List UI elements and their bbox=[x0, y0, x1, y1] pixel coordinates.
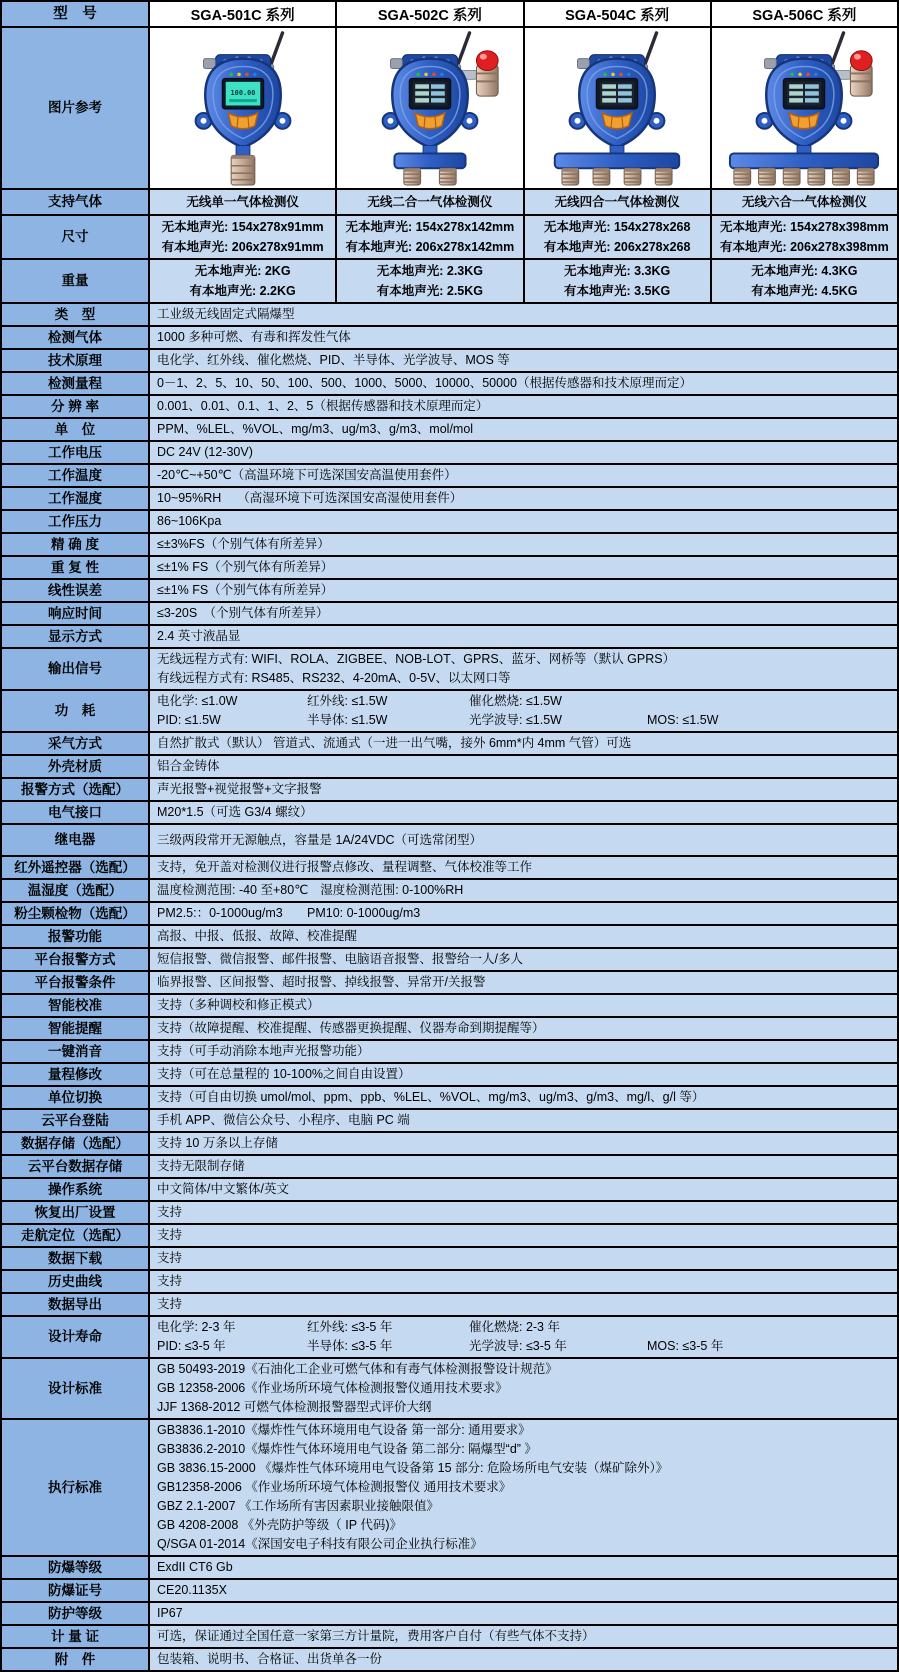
model-value-line: 无线六合一气体检测仪 bbox=[741, 195, 867, 209]
row-value bbox=[150, 691, 897, 731]
spec-row bbox=[2, 1202, 897, 1225]
row-value-line: GB 3836.15-2000 《爆炸性气体环境用电气设备第 15 部分: 危险场所电气安装（煤矿除外）》 bbox=[157, 1461, 669, 1475]
row-value bbox=[150, 1248, 897, 1269]
model-value-line: 有本地声光: 3.5KG bbox=[563, 283, 671, 298]
spec-row bbox=[2, 802, 897, 825]
model-value-line: 无线四合一气体检测仪 bbox=[554, 195, 680, 209]
row-label: 计 量 证 bbox=[2, 1626, 150, 1647]
row-label: 量程修改 bbox=[2, 1064, 150, 1085]
row-value-line: 1000 多种可燃、有毒和挥发性气体 bbox=[157, 330, 351, 344]
row-value-line: 支持（故障提醒、校准提醒、传感器更换提醒、仪器寿命到期提醒等） bbox=[157, 1021, 545, 1035]
row-value-line bbox=[157, 881, 890, 900]
weight-row bbox=[2, 260, 897, 304]
row-label: 电气接口 bbox=[2, 802, 150, 823]
spec-row bbox=[2, 488, 897, 511]
row-value-line bbox=[157, 692, 890, 711]
model-value-cell bbox=[712, 260, 897, 302]
row-label: 一键消音 bbox=[2, 1041, 150, 1062]
row-value-segment: 湿度检测范围: 0-100%RH bbox=[320, 883, 464, 897]
model-value-line: 无线二合一气体检测仪 bbox=[367, 195, 493, 209]
spec-row bbox=[2, 1294, 897, 1317]
row-label: 重 复 性 bbox=[2, 557, 150, 578]
row-value-segment: 催化燃烧: 2-3 年 bbox=[469, 1320, 560, 1334]
row-value bbox=[150, 1018, 897, 1039]
row-value-line: 支持无限制存储 bbox=[157, 1159, 245, 1173]
dimensions-values bbox=[150, 216, 897, 258]
spec-row bbox=[2, 603, 897, 626]
header-model-sga-504c: SGA-504C 系列 bbox=[525, 2, 712, 26]
spec-row bbox=[2, 880, 897, 903]
row-label: 历史曲线 bbox=[2, 1271, 150, 1292]
row-label: 精 确 度 bbox=[2, 534, 150, 555]
row-value-line: 临界报警、区间报警、超时报警、掉线报警、异常开/关报警 bbox=[157, 975, 486, 989]
row-value bbox=[150, 802, 897, 823]
row-value-line: GBZ 2.1-2007 《工作场所有害因素职业接触限值》 bbox=[157, 1499, 439, 1513]
model-value-line: 有本地声光: 206x278x91mm bbox=[161, 239, 324, 254]
image-reference-row bbox=[2, 28, 897, 190]
row-label: 平台报警方式 bbox=[2, 949, 150, 970]
spec-row bbox=[2, 926, 897, 949]
row-label: 智能提醒 bbox=[2, 1018, 150, 1039]
row-value-line: 高报、中报、低报、故障、校准提醒 bbox=[157, 929, 358, 943]
spec-row bbox=[2, 327, 897, 350]
row-value-line: 支持 bbox=[157, 1205, 183, 1219]
spec-row bbox=[2, 1087, 897, 1110]
row-value bbox=[150, 926, 897, 947]
model-value-line: 无本地声光: 154x278x91mm bbox=[161, 220, 324, 235]
row-value-line: GB 50493-2019《石油化工企业可燃气体和有毒气体检测报警设计规范》 bbox=[157, 1362, 558, 1376]
spec-row bbox=[2, 1626, 897, 1649]
row-value-segment: 光学波导: ≤1.5W bbox=[469, 713, 562, 727]
svg-text:100.00: 100.00 bbox=[230, 89, 256, 98]
row-value-line: 有线远程方式有: RS485、RS232、4-20mA、0-5V、以太网口等 bbox=[157, 671, 511, 685]
row-value-line: GB 4208-2008 《外壳防护等级（ IP 代码)》 bbox=[157, 1518, 402, 1532]
model-value-cell bbox=[337, 216, 524, 258]
spec-row bbox=[2, 1133, 897, 1156]
row-value-line bbox=[157, 1318, 890, 1337]
row-value-line: 无线远程方式有: WIFI、ROLA、ZIGBEE、NOB-LOT、GPRS、蓝牙、网桥等（默认 GPRS） bbox=[157, 652, 676, 666]
spec-row bbox=[2, 626, 897, 649]
row-value-line: 0－1、2、5、10、50、100、500、1000、5000、10000、50000（根据传感器和技术原理而定） bbox=[157, 376, 692, 390]
row-value bbox=[150, 1294, 897, 1315]
model-value-cell bbox=[150, 260, 337, 302]
row-label: 分 辨 率 bbox=[2, 396, 150, 417]
row-value bbox=[150, 1420, 897, 1555]
row-label: 防爆证号 bbox=[2, 1580, 150, 1601]
row-value bbox=[150, 972, 897, 993]
row-label: 工作温度 bbox=[2, 465, 150, 486]
row-value-segment: 红外线: ≤3-5 年 bbox=[307, 1320, 393, 1334]
row-value-line: 自然扩散式（默认） 管道式、流通式（一进一出气嘴，接外 6mm*内 4mm 气管）可选 bbox=[157, 736, 632, 750]
row-label: 云平台数据存储 bbox=[2, 1156, 150, 1177]
header-model-sga-502c: SGA-502C 系列 bbox=[337, 2, 524, 26]
model-value-cell bbox=[150, 190, 337, 214]
row-value bbox=[150, 1133, 897, 1154]
model-value-line: 有本地声光: 206x278x268 bbox=[543, 239, 691, 254]
row-label: 恢复出厂设置 bbox=[2, 1202, 150, 1223]
row-value bbox=[150, 534, 897, 555]
row-label: 重量 bbox=[2, 260, 150, 302]
model-value-line: 有本地声光: 206x278x142mm bbox=[345, 239, 515, 254]
row-label: 工作湿度 bbox=[2, 488, 150, 509]
image-row-label: 图片参考 bbox=[2, 28, 150, 188]
row-value bbox=[150, 857, 897, 878]
row-value bbox=[150, 350, 897, 371]
row-value bbox=[150, 465, 897, 486]
row-label: 外壳材质 bbox=[2, 756, 150, 777]
row-label: 走航定位（选配） bbox=[2, 1225, 150, 1246]
row-value-line: 工业级无线固定式隔爆型 bbox=[157, 307, 295, 321]
spec-row bbox=[2, 419, 897, 442]
row-value bbox=[150, 1317, 897, 1357]
model-value-cell bbox=[525, 216, 712, 258]
row-value-segment: 温度检测范围: -40 至+80℃ bbox=[157, 883, 309, 897]
row-label: 报警功能 bbox=[2, 926, 150, 947]
row-label: 数据导出 bbox=[2, 1294, 150, 1315]
table-header-row bbox=[2, 2, 897, 28]
spec-row bbox=[2, 1248, 897, 1271]
row-value bbox=[150, 995, 897, 1016]
device-image-cell-502c bbox=[337, 28, 524, 188]
device-image-cell-504c bbox=[525, 28, 712, 188]
spec-row bbox=[2, 1603, 897, 1626]
row-value-segment: 电化学: 2-3 年 bbox=[157, 1320, 236, 1334]
row-value bbox=[150, 327, 897, 348]
spec-row bbox=[2, 1317, 897, 1359]
row-label: 检测量程 bbox=[2, 373, 150, 394]
row-label: 平台报警条件 bbox=[2, 972, 150, 993]
row-value-line: DC 24V (12-30V) bbox=[157, 445, 253, 459]
row-label: 输出信号 bbox=[2, 649, 150, 689]
spec-row bbox=[2, 442, 897, 465]
row-value bbox=[150, 626, 897, 647]
spec-row bbox=[2, 779, 897, 802]
row-label: 云平台登陆 bbox=[2, 1110, 150, 1131]
row-value bbox=[150, 949, 897, 970]
row-label: 技术原理 bbox=[2, 350, 150, 371]
row-label: 响应时间 bbox=[2, 603, 150, 624]
supported-gas-values bbox=[150, 190, 897, 214]
row-value-segment: PID: ≤1.5W bbox=[157, 713, 221, 727]
spec-row bbox=[2, 949, 897, 972]
header-model-sga-506c: SGA-506C 系列 bbox=[712, 2, 897, 26]
row-label: 单位切换 bbox=[2, 1087, 150, 1108]
spec-row bbox=[2, 557, 897, 580]
row-value-segment: PID: ≤3-5 年 bbox=[157, 1339, 226, 1353]
row-value-line: 支持 10 万条以上存储 bbox=[157, 1136, 278, 1150]
row-value bbox=[150, 1225, 897, 1246]
row-value bbox=[150, 580, 897, 601]
spec-row bbox=[2, 1156, 897, 1179]
spec-row bbox=[2, 903, 897, 926]
row-value bbox=[150, 779, 897, 800]
device-image-cell-501c bbox=[150, 28, 337, 188]
model-value-cell bbox=[337, 260, 524, 302]
row-value bbox=[150, 733, 897, 754]
row-value-segment: MOS: ≤1.5W bbox=[647, 713, 719, 727]
row-label: 附 件 bbox=[2, 1649, 150, 1670]
spec-row bbox=[2, 396, 897, 419]
spec-row bbox=[2, 1225, 897, 1248]
row-label: 红外遥控器（选配） bbox=[2, 857, 150, 878]
header-model-sga-501c: SGA-501C 系列 bbox=[150, 2, 337, 26]
row-value-line: GB 12358-2006《作业场所环境气体检测报警仪通用技术要求》 bbox=[157, 1381, 508, 1395]
row-value bbox=[150, 1087, 897, 1108]
weight-values bbox=[150, 260, 897, 302]
model-value-line: 无本地声光: 2KG bbox=[194, 264, 291, 279]
spec-row bbox=[2, 1420, 897, 1557]
spec-row bbox=[2, 1041, 897, 1064]
row-value bbox=[150, 442, 897, 463]
spec-row bbox=[2, 1580, 897, 1603]
row-value-line: ≤±3%FS（个别气体有所差异） bbox=[157, 537, 330, 551]
row-value bbox=[150, 419, 897, 440]
row-value-line: 10~95%RH （高湿环境下可选深国安高湿使用套件） bbox=[157, 491, 463, 505]
spec-row bbox=[2, 1557, 897, 1580]
row-value-line: GB3836.2-2010《爆炸性气体环境用电气设备 第二部分: 隔爆型“d” 》 bbox=[157, 1442, 537, 1456]
spec-row bbox=[2, 1018, 897, 1041]
spec-row bbox=[2, 756, 897, 779]
row-value-line: 声光报警+视觉报警+文字报警 bbox=[157, 782, 322, 796]
model-value-cell bbox=[525, 190, 712, 214]
row-label: 温湿度（选配） bbox=[2, 880, 150, 901]
model-value-line: 无本地声光: 154x278x398mm bbox=[719, 220, 889, 235]
row-value-line: GB3836.1-2010《爆炸性气体环境用电气设备 第一部分: 通用要求》 bbox=[157, 1423, 531, 1437]
row-label: 设计寿命 bbox=[2, 1317, 150, 1357]
row-label: 粉尘颗检物（选配） bbox=[2, 903, 150, 924]
row-label: 显示方式 bbox=[2, 626, 150, 647]
model-value-cell bbox=[525, 260, 712, 302]
row-value bbox=[150, 825, 897, 855]
model-value-line: 无本地声光: 2.3KG bbox=[376, 264, 483, 279]
row-value-line: 86~106Kpa bbox=[157, 514, 222, 528]
row-value bbox=[150, 1359, 897, 1418]
row-label: 数据下载 bbox=[2, 1248, 150, 1269]
row-value-line: 电化学、红外线、催化燃烧、PID、半导体、光学波导、MOS 等 bbox=[157, 353, 510, 367]
row-label: 功 耗 bbox=[2, 691, 150, 731]
row-value-line: 支持（可在总量程的 10-100%之间自由设置） bbox=[157, 1067, 411, 1081]
spec-row bbox=[2, 972, 897, 995]
row-value-line bbox=[157, 711, 890, 730]
row-value bbox=[150, 488, 897, 509]
row-label: 检测气体 bbox=[2, 327, 150, 348]
row-value bbox=[150, 1179, 897, 1200]
row-value-segment: 光学波导: ≤3-5 年 bbox=[469, 1339, 567, 1353]
model-value-line: 无本地声光: 154x278x268 bbox=[543, 220, 691, 235]
row-value-line: PPM、%LEL、%VOL、mg/m3、ug/m3、g/m3、mol/mol bbox=[157, 422, 474, 436]
row-value-line bbox=[157, 904, 890, 923]
sga-506c-device-photo bbox=[714, 29, 894, 187]
row-value-line: IP67 bbox=[157, 1606, 183, 1620]
row-value-segment: PM10: 0-1000ug/m3 bbox=[307, 906, 421, 920]
row-value bbox=[150, 1110, 897, 1131]
spec-row bbox=[2, 857, 897, 880]
model-value-cell bbox=[712, 216, 897, 258]
model-value-line: 有本地声光: 2.2KG bbox=[189, 283, 296, 298]
spec-row bbox=[2, 1359, 897, 1420]
spec-row bbox=[2, 1649, 897, 1670]
spec-row bbox=[2, 995, 897, 1018]
row-value-line: 三级两段常开无源触点，容量是 1A/24VDC（可选常闭型） bbox=[157, 833, 483, 847]
model-value-line: 无本地声光: 3.3KG bbox=[563, 264, 671, 279]
sga-504c-device-photo bbox=[527, 29, 707, 187]
spec-row bbox=[2, 465, 897, 488]
row-value bbox=[150, 1580, 897, 1601]
spec-row bbox=[2, 580, 897, 603]
spec-row bbox=[2, 691, 897, 733]
header-model-label: 型 号 bbox=[2, 2, 150, 26]
model-value-cell bbox=[150, 216, 337, 258]
row-label: 单 位 bbox=[2, 419, 150, 440]
row-value-segment: MOS: ≤3-5 年 bbox=[647, 1339, 724, 1353]
row-value-line: 包装箱、说明书、合格证、出货单各一份 bbox=[157, 1652, 383, 1666]
row-label: 执行标准 bbox=[2, 1420, 150, 1555]
spec-row bbox=[2, 733, 897, 756]
row-value-segment: 电化学: ≤1.0W bbox=[157, 694, 238, 708]
row-label: 工作压力 bbox=[2, 511, 150, 532]
row-value-line: 2.4 英寸液晶显 bbox=[157, 629, 241, 643]
row-value-line: ExdII CT6 Gb bbox=[157, 1560, 233, 1574]
row-label: 工作电压 bbox=[2, 442, 150, 463]
row-value bbox=[150, 304, 897, 325]
row-label: 操作系统 bbox=[2, 1179, 150, 1200]
row-value bbox=[150, 903, 897, 924]
row-label: 数据存储（选配） bbox=[2, 1133, 150, 1154]
model-value-line: 有本地声光: 4.5KG bbox=[751, 283, 858, 298]
sga-501c-device-photo bbox=[153, 29, 333, 187]
row-value bbox=[150, 1041, 897, 1062]
row-value-line: 支持 bbox=[157, 1274, 183, 1288]
row-value-line: 0.001、0.01、0.1、1、2、5（根据传感器和技术原理而定） bbox=[157, 399, 489, 413]
row-value-line: ≤±1% FS（个别气体有所差异） bbox=[157, 560, 334, 574]
row-value bbox=[150, 1603, 897, 1624]
spec-row bbox=[2, 350, 897, 373]
row-label: 智能校准 bbox=[2, 995, 150, 1016]
row-value-segment: 红外线: ≤1.5W bbox=[307, 694, 388, 708]
spec-row bbox=[2, 373, 897, 396]
spec-rows-container bbox=[2, 304, 897, 1670]
model-value-line: 无本地声光: 154x278x142mm bbox=[345, 220, 515, 235]
spec-row bbox=[2, 534, 897, 557]
spec-row bbox=[2, 825, 897, 857]
row-value-line: 短信报警、微信报警、邮件报警、电脑语音报警、报警给一人/多人 bbox=[157, 952, 523, 966]
row-value bbox=[150, 511, 897, 532]
sga-502c-device-photo bbox=[340, 29, 520, 187]
model-value-line: 有本地声光: 2.5KG bbox=[376, 283, 483, 298]
spec-row bbox=[2, 1179, 897, 1202]
row-value-line: ≤3-20S （个别气体有所差异） bbox=[157, 606, 329, 620]
row-value bbox=[150, 1649, 897, 1670]
spec-row bbox=[2, 1064, 897, 1087]
spec-row bbox=[2, 511, 897, 534]
row-value-line: GB12358-2006 《作业场所环境气体检测报警仪 通用技术要求》 bbox=[157, 1480, 512, 1494]
row-value bbox=[150, 1202, 897, 1223]
row-value-line: 支持（多种调校和修正模式） bbox=[157, 998, 320, 1012]
model-value-cell bbox=[337, 190, 524, 214]
row-value-line: CE20.1135X bbox=[157, 1583, 227, 1597]
row-label: 采气方式 bbox=[2, 733, 150, 754]
row-value bbox=[150, 603, 897, 624]
row-value-line: 中文简体/中文繁体/英文 bbox=[157, 1182, 289, 1196]
spec-row bbox=[2, 1110, 897, 1133]
row-value bbox=[150, 396, 897, 417]
row-label: 防护等级 bbox=[2, 1603, 150, 1624]
row-label: 报警方式（选配） bbox=[2, 779, 150, 800]
row-label: 支持气体 bbox=[2, 190, 150, 214]
row-value bbox=[150, 1557, 897, 1578]
supported-gas-row bbox=[2, 190, 897, 216]
model-value-cell bbox=[712, 190, 897, 214]
row-label: 继电器 bbox=[2, 825, 150, 855]
row-value-segment: 催化燃烧: ≤1.5W bbox=[469, 694, 562, 708]
row-value bbox=[150, 880, 897, 901]
model-value-line: 有本地声光: 206x278x398mm bbox=[719, 239, 889, 254]
row-label: 设计标准 bbox=[2, 1359, 150, 1418]
row-value-line bbox=[157, 1337, 890, 1356]
spec-row bbox=[2, 304, 897, 327]
row-value-line: -20℃~+50℃（高温环境下可选深国安高温使用套件） bbox=[157, 468, 457, 482]
row-label: 尺寸 bbox=[2, 216, 150, 258]
row-value-line: 支持 bbox=[157, 1251, 183, 1265]
row-value-line: 可选，保证通过全国任意一家第三方计量院，费用客户自付（有些气体不支持） bbox=[157, 1629, 595, 1643]
device-image-cell-506c bbox=[712, 28, 897, 188]
row-value-line: 支持，免开盖对检测仪进行报警点修改、量程调整、气体校准等工作 bbox=[157, 860, 533, 874]
dimensions-row bbox=[2, 216, 897, 260]
row-value bbox=[150, 1064, 897, 1085]
row-value-line: Q/SGA 01-2014《深国安电子科技有限公司企业执行标准》 bbox=[157, 1537, 483, 1551]
row-value-line: ≤±1% FS（个别气体有所差异） bbox=[157, 583, 334, 597]
row-value bbox=[150, 373, 897, 394]
row-value bbox=[150, 557, 897, 578]
model-value-line: 无线单一气体检测仪 bbox=[186, 195, 299, 209]
row-value-line: 支持（可手动消除本地声光报警功能） bbox=[157, 1044, 370, 1058]
row-value bbox=[150, 756, 897, 777]
row-value-line: 支持（可自由切换 umol/mol、ppm、ppb、%LEL、%VOL、mg/m3、ug/m3、g/m3、mg/l、g/l 等） bbox=[157, 1090, 705, 1104]
row-value-segment: 半导体: ≤1.5W bbox=[307, 713, 388, 727]
row-value-line: 铝合金铸体 bbox=[157, 759, 220, 773]
row-value-segment: PM2.5:：0-1000ug/m3 bbox=[157, 906, 283, 920]
spec-row bbox=[2, 1271, 897, 1294]
row-value-line: 支持 bbox=[157, 1297, 183, 1311]
row-label: 防爆等级 bbox=[2, 1557, 150, 1578]
row-label: 线性误差 bbox=[2, 580, 150, 601]
row-value-line: M20*1.5（可选 G3/4 螺纹） bbox=[157, 805, 313, 819]
row-value-line: JJF 1368-2012 可燃气体检测报警器型式评价大纲 bbox=[157, 1400, 432, 1414]
row-value bbox=[150, 1156, 897, 1177]
row-label: 类 型 bbox=[2, 304, 150, 325]
row-value-line: 手机 APP、微信公众号、小程序、电脑 PC 端 bbox=[157, 1113, 410, 1127]
row-value bbox=[150, 1626, 897, 1647]
row-value-line: 支持 bbox=[157, 1228, 183, 1242]
row-value bbox=[150, 649, 897, 689]
spec-row bbox=[2, 649, 897, 691]
model-value-line: 无本地声光: 4.3KG bbox=[751, 264, 858, 279]
row-value-segment: 半导体: ≤3-5 年 bbox=[307, 1339, 393, 1353]
row-value bbox=[150, 1271, 897, 1292]
